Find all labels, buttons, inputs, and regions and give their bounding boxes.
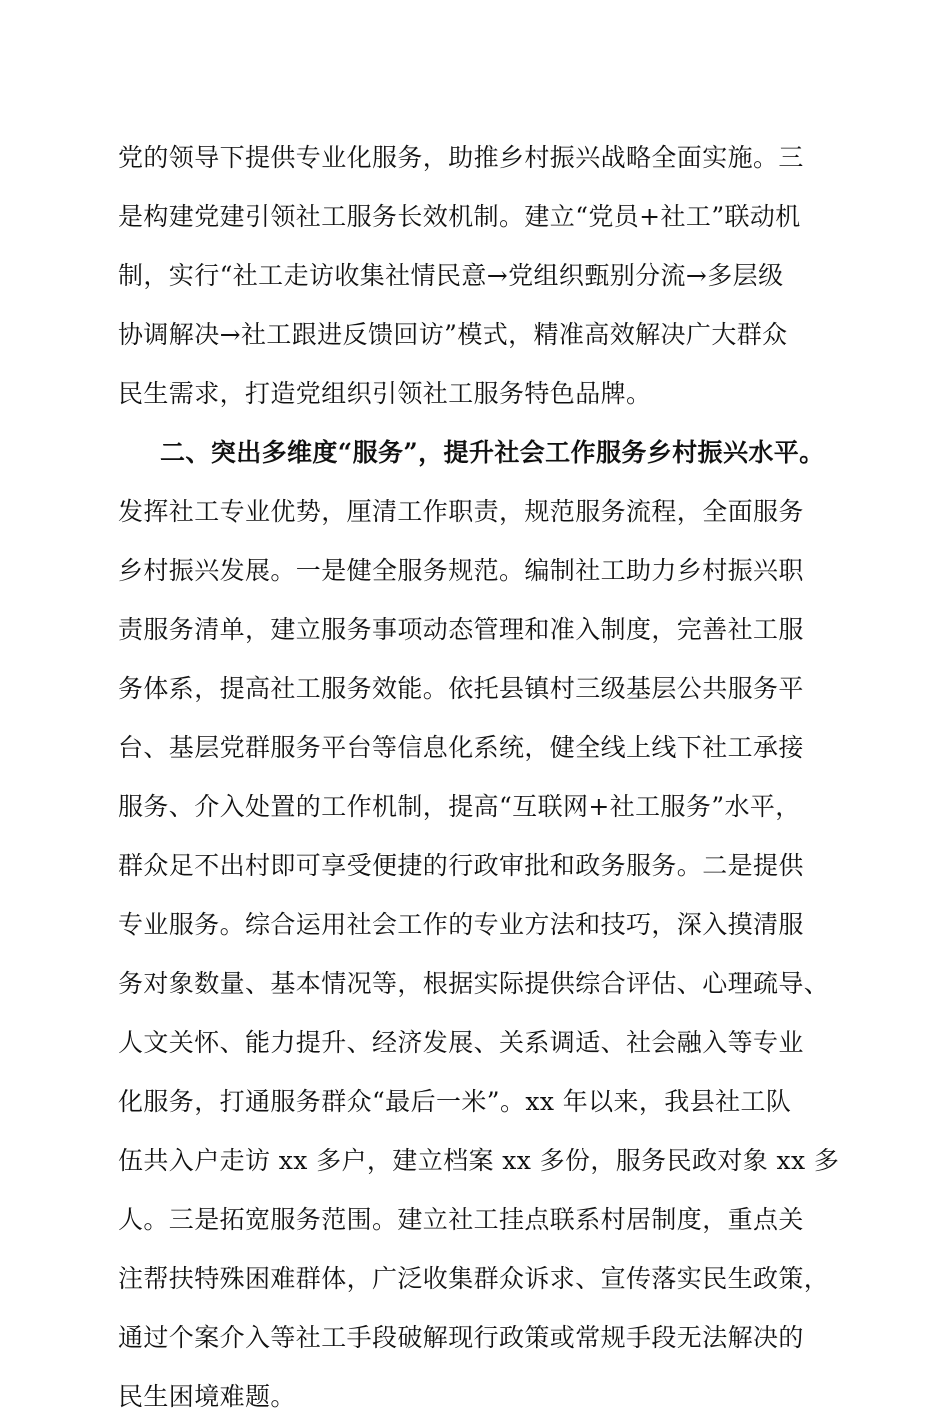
text-line: 伍共入户走访 xx 多户，建立档案 xx 多份，服务民政对象 xx 多 xyxy=(118,1146,840,1175)
text-line: 台、基层党群服务平台等信息化系统，健全线上线下社工承接 xyxy=(118,733,804,762)
text-line: 民生困境难题。 xyxy=(118,1382,296,1411)
text-line: 是构建党建引领社工服务长效机制。建立“党员+社工”联动机 xyxy=(118,202,801,231)
text-line: 责服务清单，建立服务事项动态管理和准入制度，完善社工服 xyxy=(118,615,804,644)
text-line: 服务、介入处置的工作机制，提高“互联网+社工服务”水平， xyxy=(118,792,801,821)
text-line: 协调解决→社工跟进反馈回访”模式，精准高效解决广大群众 xyxy=(118,320,788,349)
text-line: 制，实行“社工走访收集社情民意→党组织甄别分流→多层级 xyxy=(118,261,784,290)
section-heading: 二、突出多维度“服务”，提升社会工作服务乡村振兴水平。 xyxy=(160,438,825,467)
text-line: 乡村振兴发展。一是健全服务规范。编制社工助力乡村振兴职 xyxy=(118,556,804,585)
text-line: 党的领导下提供专业化服务，助推乡村振兴战略全面实施。三 xyxy=(118,143,804,172)
text-line: 注帮扶特殊困难群体，广泛收集群众诉求、宣传落实民生政策， xyxy=(118,1264,830,1293)
text-line: 务对象数量、基本情况等，根据实际提供综合评估、心理疏导、 xyxy=(118,969,830,998)
body-text xyxy=(118,128,848,1426)
text-line: 务体系，提高社工服务效能。依托县镇村三级基层公共服务平 xyxy=(118,674,804,703)
text-line: 通过个案介入等社工手段破解现行政策或常规手段无法解决的 xyxy=(118,1323,804,1352)
text-line: 发挥社工专业优势，厘清工作职责，规范服务流程，全面服务 xyxy=(118,497,804,526)
text-line: 民生需求，打造党组织引领社工服务特色品牌。 xyxy=(118,379,652,408)
text-line: 人。三是拓宽服务范围。建立社工挂点联系村居制度，重点关 xyxy=(118,1205,804,1234)
text-line: 人文关怀、能力提升、经济发展、关系调适、社会融入等专业 xyxy=(118,1028,804,1057)
text-line: 化服务，打通服务群众“最后一米”。xx 年以来，我县社工队 xyxy=(118,1087,792,1116)
text-line: 群众足不出村即可享受便捷的行政审批和政务服务。二是提供 xyxy=(118,851,804,880)
text-line: 专业服务。综合运用社会工作的专业方法和技巧，深入摸清服 xyxy=(118,910,804,939)
